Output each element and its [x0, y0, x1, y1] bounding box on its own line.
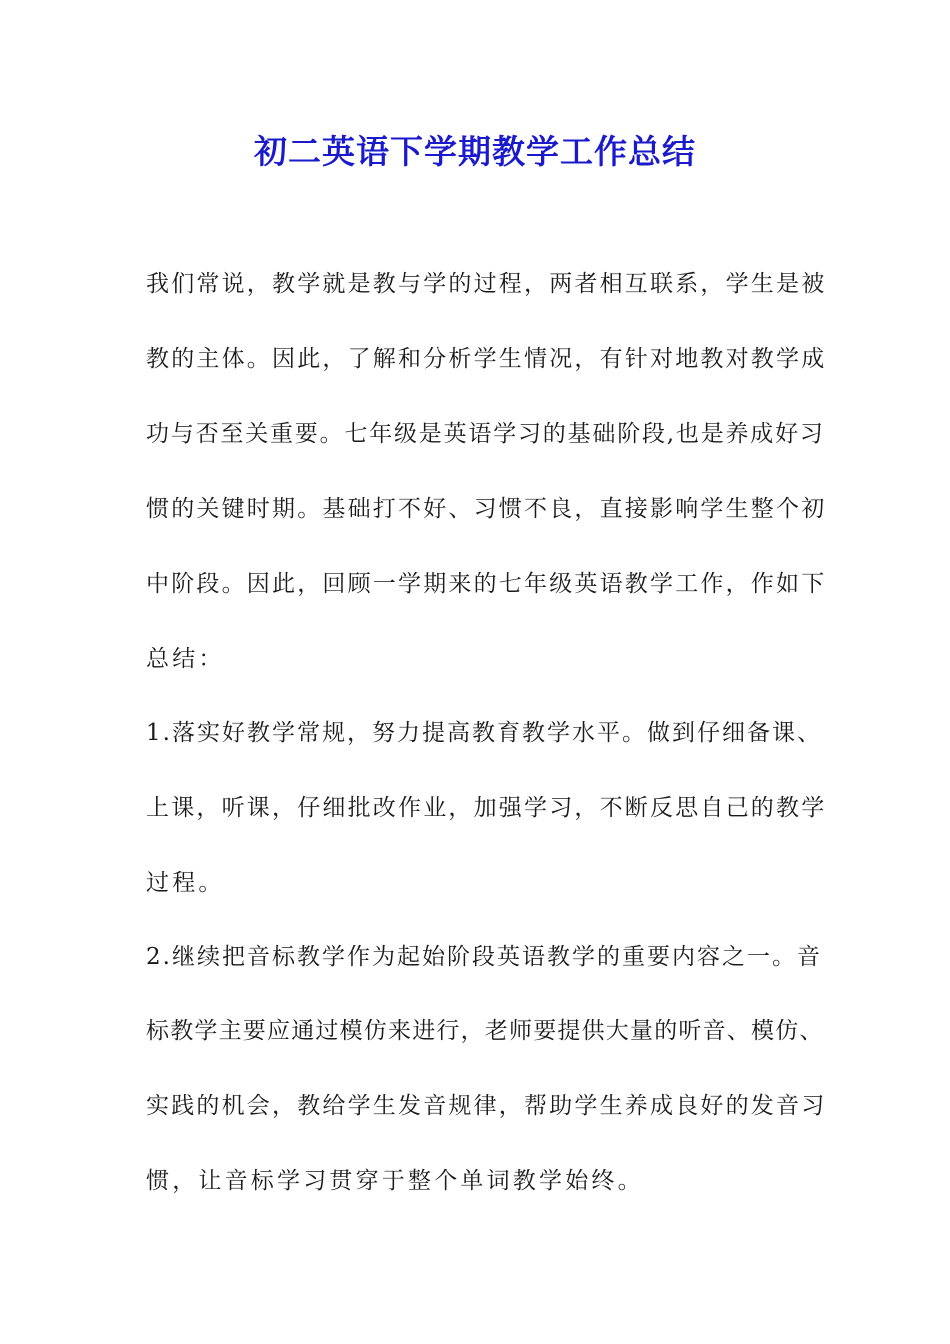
body-line-11: 标教学主要应通过模仿来进行，老师要提供大量的听音、模仿、	[146, 1018, 824, 1044]
body-line-6: 总结：	[146, 646, 225, 672]
body-line-9: 过程。	[146, 870, 225, 896]
document-title: 初二英语下学期教学工作总结	[254, 132, 696, 171]
body-line-5: 中阶段。因此，回顾一学期来的七年级英语教学工作，作如下	[146, 571, 827, 597]
body-line-8: 上课，听课，仔细批改作业，加强学习，不断反思自己的教学	[146, 795, 827, 821]
body-line-12: 实践的机会，教给学生发音规律，帮助学生养成良好的发音习	[146, 1093, 827, 1119]
body-line-10: 2.继续把音标教学作为起始阶段英语教学的重要内容之一。音	[146, 944, 822, 970]
body-line-7: 1.落实好教学常规，努力提高教育教学水平。做到仔细备课、	[146, 720, 822, 746]
body-line-3: 功与否至关重要。七年级是英语学习的基础阶段,也是养成好习	[146, 421, 825, 447]
body-line-13: 惯，让音标学习贯穿于整个单词教学始终。	[146, 1168, 644, 1194]
body-line-1: 我们常说，教学就是教与学的过程，两者相互联系，学生是被	[146, 271, 827, 297]
body-line-2: 教的主体。因此，了解和分析学生情况，有针对地教对教学成	[146, 346, 827, 372]
body-line-4: 惯的关键时期。基础打不好、习惯不良，直接影响学生整个初	[146, 496, 827, 522]
